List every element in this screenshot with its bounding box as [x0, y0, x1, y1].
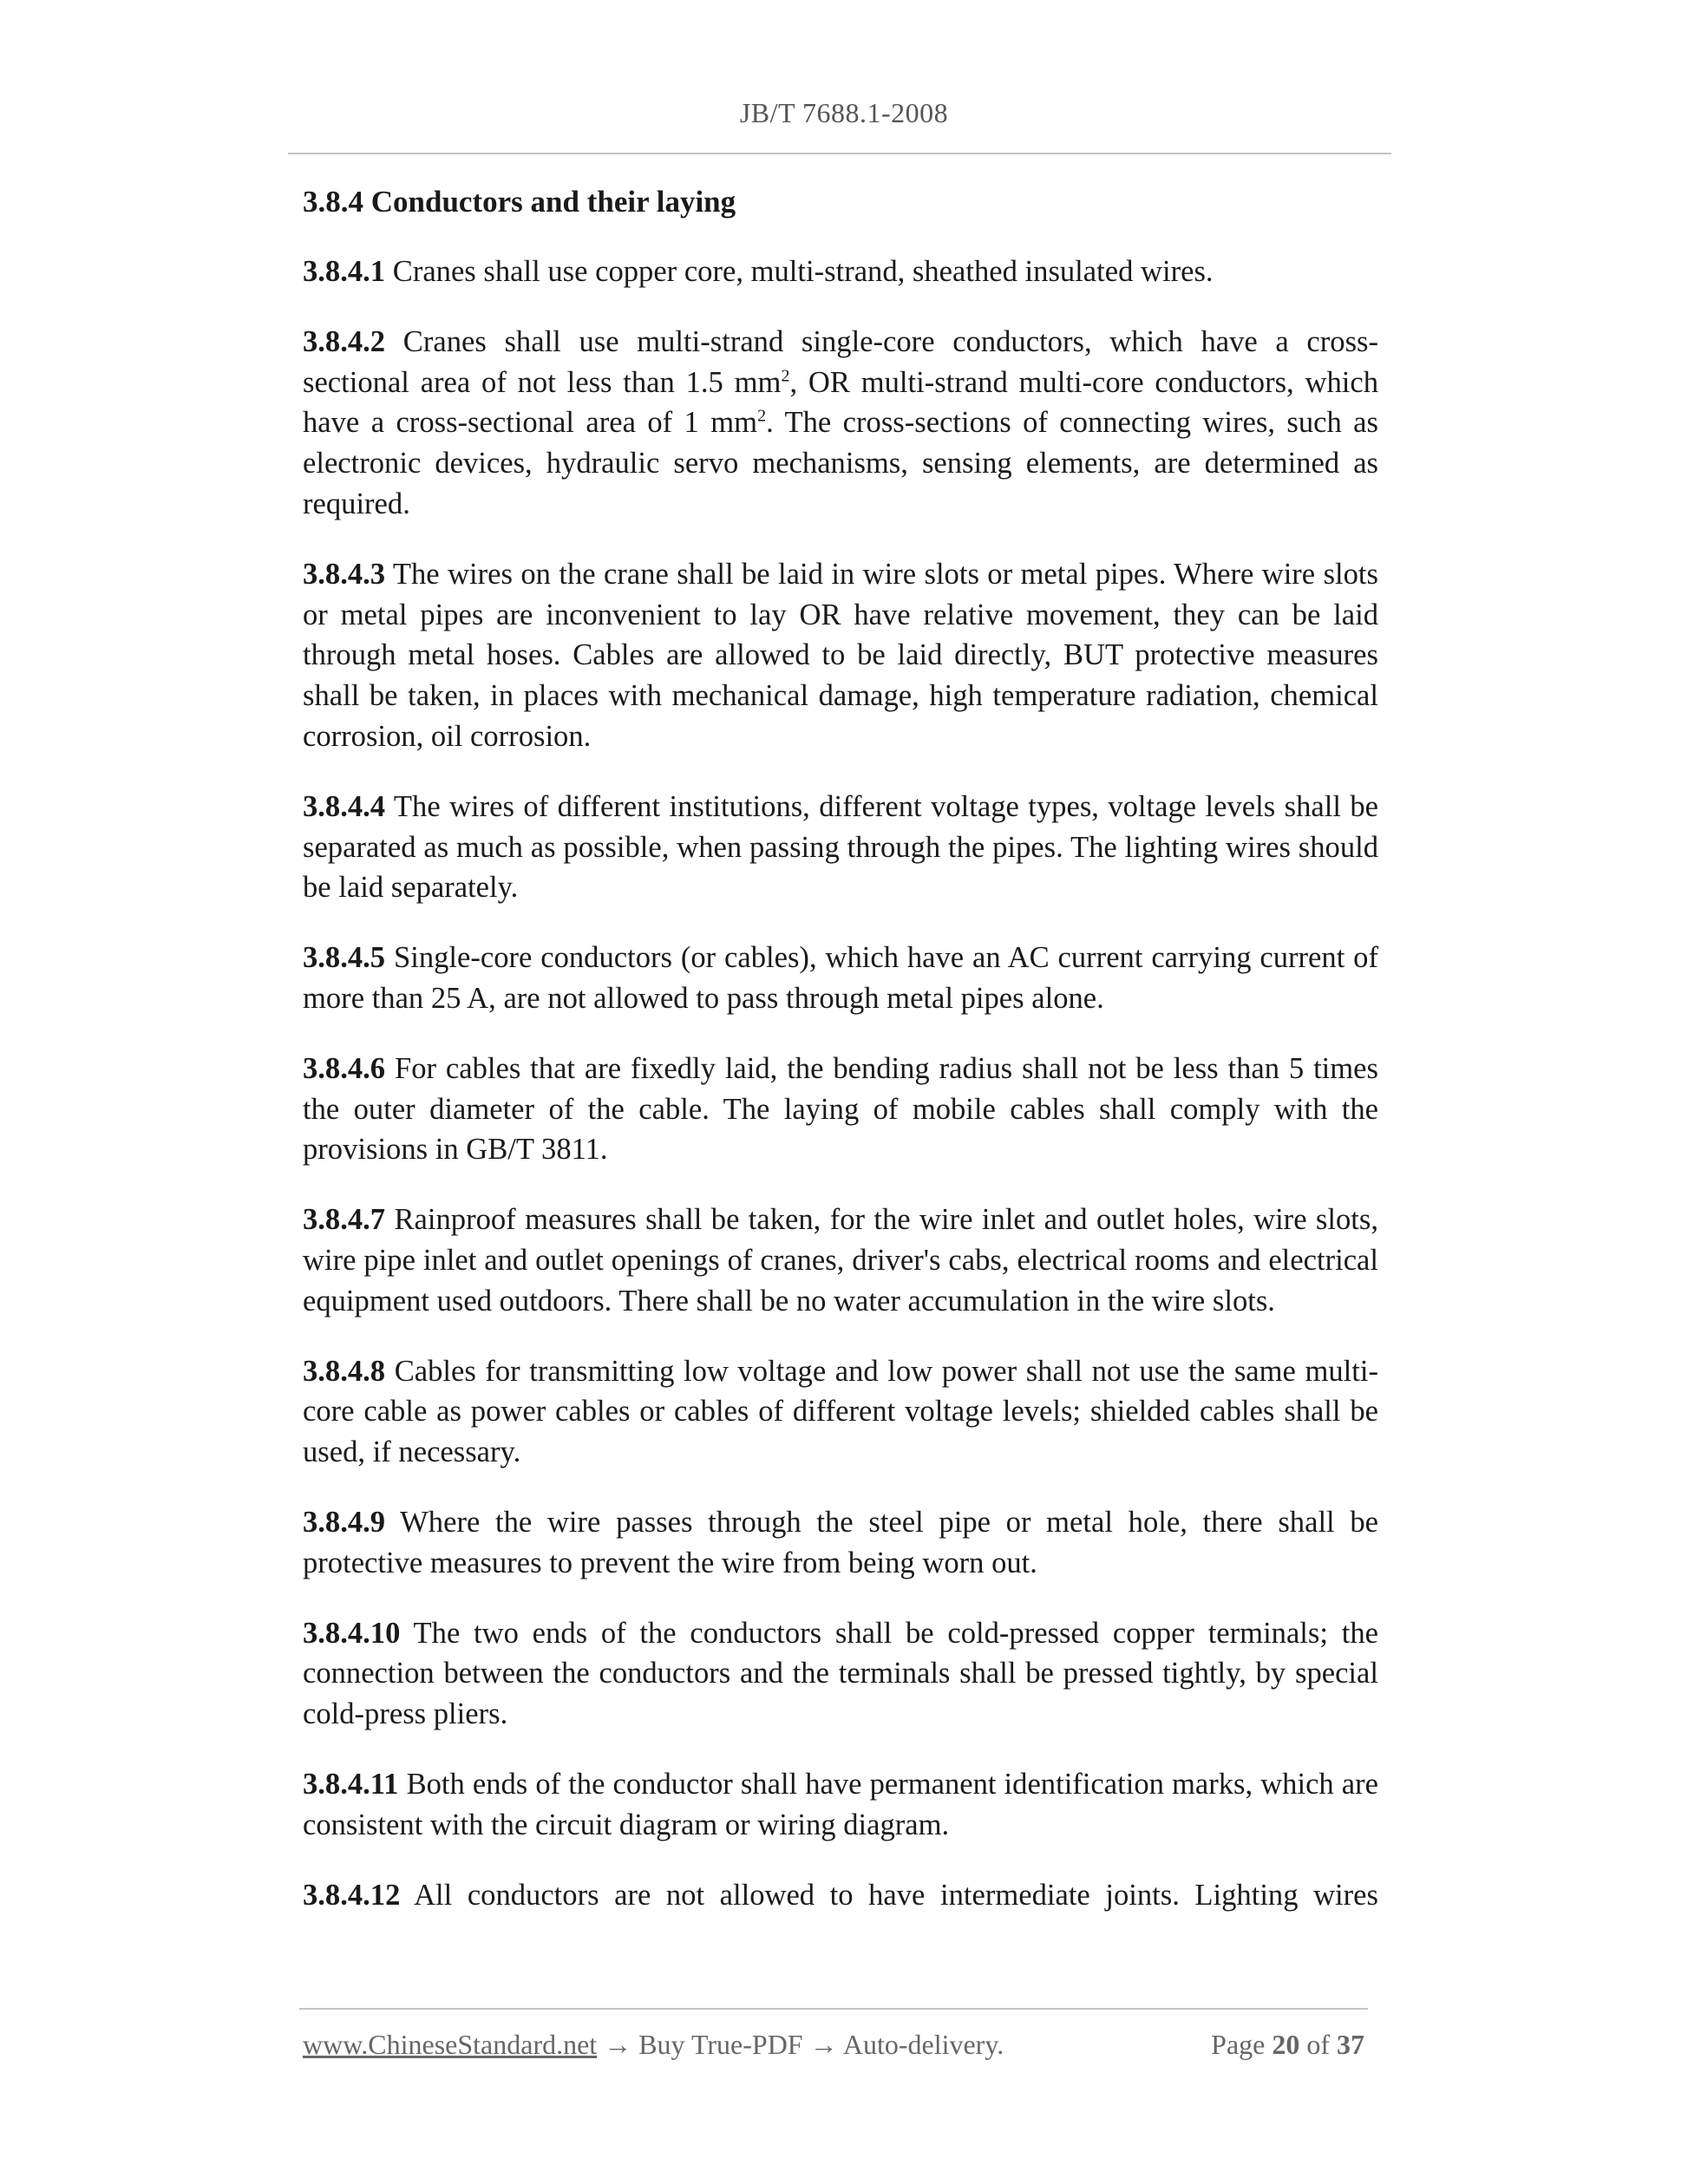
- clause-number: 3.8.4.1: [303, 255, 386, 288]
- clause-text: Rainproof measures shall be taken, for the wire inlet and outlet holes, wire slots, wire pipe inlet and outlet openings of cranes, driver's cabs, electrical rooms and electrical equipment used outdoors. There shall be no water accumulation in the wire slots.: [303, 1203, 1378, 1318]
- clause-number: 3.8.4.6: [303, 1051, 386, 1085]
- promo-text: → Buy True-PDF → Auto-delivery.: [597, 2029, 1004, 2060]
- document-body: [303, 182, 1378, 1915]
- clause-number: 3.8.4.12: [303, 1878, 401, 1912]
- clause-text: Cranes shall use copper core, multi-strand, sheathed insulated wires.: [392, 255, 1214, 288]
- clause-number: 3.8.4.8: [303, 1354, 386, 1388]
- clause-number: 3.8.4.10: [303, 1616, 401, 1650]
- clause-number: 3.8.4.5: [303, 941, 386, 975]
- footer-promo: [303, 2029, 1004, 2061]
- clause-3-8-4-1: [303, 252, 1378, 292]
- footer-divider: [299, 2008, 1368, 2010]
- clause-number: 3.8.4.4: [303, 789, 386, 823]
- of-word: of: [1306, 2029, 1330, 2060]
- clause-3-8-4-8: [303, 1351, 1378, 1473]
- clause-text: All conductors are not allowed to have intermediate joints. Lighting wires: [414, 1878, 1378, 1912]
- clause-number: 3.8.4.9: [303, 1505, 386, 1539]
- clause-text: Single-core conductors (or cables), which have an AC current carrying current of more than 25 A, are not allowed to pass through metal pipes alone.: [303, 941, 1378, 1015]
- clause-text: Where the wire passes through the steel pipe or metal hole, there shall be protective measures to prevent the wire from being worn out.: [303, 1505, 1378, 1579]
- page-total: 37: [1337, 2029, 1364, 2060]
- clause-3-8-4-10: [303, 1613, 1378, 1735]
- clause-3-8-4-11: [303, 1764, 1378, 1846]
- site-link[interactable]: www.ChineseStandard.net: [303, 2029, 598, 2060]
- clause-3-8-4-7: [303, 1200, 1378, 1321]
- page-footer: [303, 2029, 1364, 2061]
- clause-3-8-4-3: [303, 554, 1378, 757]
- page-word: Page: [1211, 2029, 1266, 2060]
- clause-3-8-4-6: [303, 1049, 1378, 1170]
- clause-text: The wires on the crane shall be laid in wire slots or metal pipes. Where wire slots or metal pipes are inconvenient to lay OR have relative movement, they can be laid through metal hoses. Cables are allowed to be laid directly, BUT protective measures shall be taken, in places with mechanical damage, high temperature radiation, chemical corrosion, oil corrosion.: [303, 557, 1378, 753]
- header-divider: [288, 153, 1391, 154]
- clause-3-8-4-12: [303, 1875, 1378, 1916]
- clause-text: The wires of different institutions, different voltage types, voltage levels shall be separated as much as possible, when passing through the pipes. The lighting wires should be laid separately.: [303, 789, 1378, 905]
- clause-text: For cables that are fixedly laid, the bending radius shall not be less than 5 times the outer diameter of the cable. The laying of mobile cables shall comply with the provisions in GB/T 3811.: [303, 1051, 1378, 1167]
- clause-text: Cranes shall use multi-strand single-core conductors, which have a cross-sectional area of not less than 1.5 mm: [303, 324, 1378, 399]
- page-current: 20: [1272, 2029, 1300, 2060]
- clause-3-8-4-4: [303, 787, 1378, 908]
- superscript: 2: [757, 406, 767, 426]
- clause-3-8-4-5: [303, 938, 1378, 1019]
- clause-text: , OR multi-strand multi-core conductors, which have a cross-sectional area of 1 mm: [303, 365, 1379, 440]
- document-header: JB/T 7688.1-2008: [739, 97, 949, 128]
- clause-text: Cables for transmitting low voltage and low power shall not use the same multi-core cable as power cables or cables of different voltage levels; shielded cables shall be used, if necessary.: [303, 1354, 1378, 1469]
- clause-text: The two ends of the conductors shall be cold-pressed copper terminals; the connection between the conductors and the terminals shall be pressed tightly, by special cold-press pliers.: [303, 1616, 1378, 1731]
- superscript: 2: [781, 366, 790, 386]
- section-heading: 3.8.4 Conductors and their laying: [303, 185, 736, 219]
- clause-number: 3.8.4.3: [303, 557, 386, 591]
- clause-number: 3.8.4.7: [303, 1203, 386, 1237]
- clause-text: . The cross-sections of connecting wires, such as electronic devices, hydraulic servo mechanisms, sensing elements, are determined as required.: [303, 406, 1378, 520]
- clause-text: Both ends of the conductor shall have permanent identification marks, which are consistent with the circuit diagram or wiring diagram.: [303, 1767, 1378, 1841]
- clause-3-8-4-9: [303, 1502, 1378, 1584]
- clause-number: 3.8.4.11: [303, 1767, 399, 1801]
- clause-3-8-4-2: [303, 322, 1378, 525]
- clause-number: 3.8.4.2: [303, 324, 386, 358]
- page-indicator: [1211, 2029, 1364, 2061]
